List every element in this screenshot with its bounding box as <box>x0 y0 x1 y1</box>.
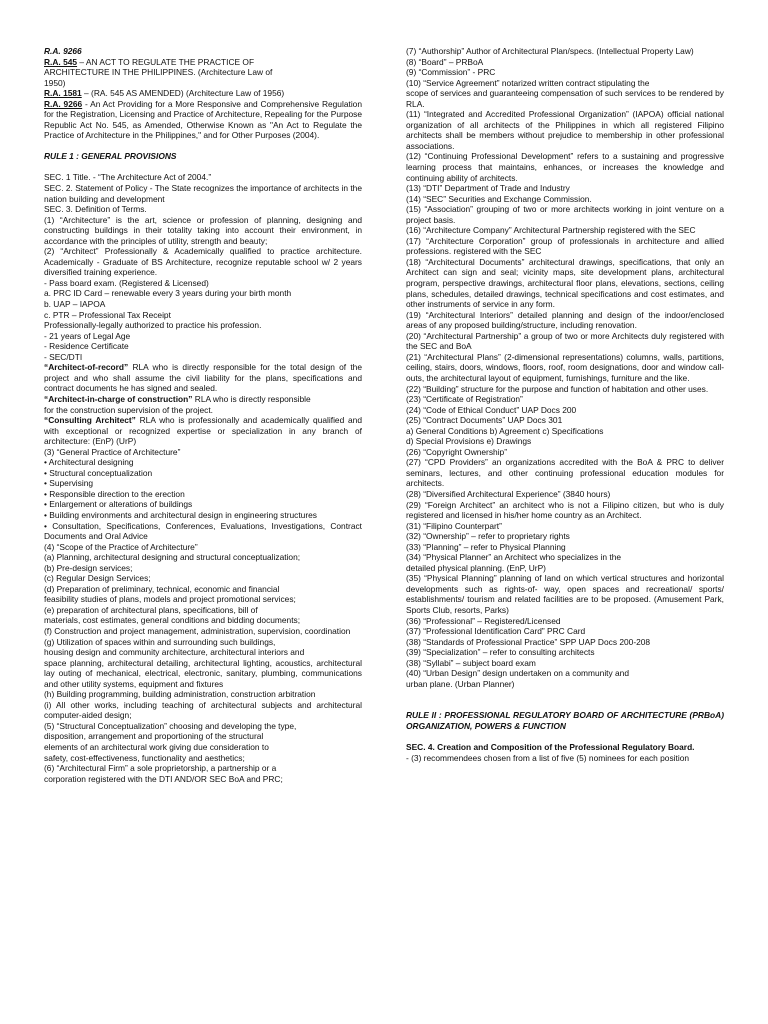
ra1581-entry <box>44 88 362 99</box>
bullet-item: • Enlargement or alterations of buildings <box>44 499 193 510</box>
ra545-text-line3: 1950) <box>44 77 66 88</box>
definition-38: (38) “Standards of Professional Practice” SPP UAP Docs 200-208 <box>406 636 651 647</box>
definition-25-items-b: d) Special Provisions e) Drawings <box>406 436 532 447</box>
bullet-item: • Architectural designing <box>44 457 134 468</box>
bullet-item: • Supervising <box>44 478 94 489</box>
law-title: R.A. 9266 <box>44 46 82 56</box>
aic-text-line2: for the construction supervision of the project. <box>44 404 213 415</box>
ra545-text-line2: ARCHITECTURE IN THE PHILIPPINES. (Architecture Law of <box>44 67 273 78</box>
legal-age: - 21 years of Legal Age <box>44 330 131 341</box>
spacer <box>44 162 362 173</box>
structural-conceptualization-line1: (5) “Structural Conceptualization” choosing and developing the type, <box>44 720 297 731</box>
definition-9: (9) “Commission” - PRC <box>406 67 496 78</box>
scope-g-line2: housing design and community architecture, architectural interiors and <box>44 647 305 658</box>
scope-f: (f) Construction and project management, administration, supervision, coordination <box>44 625 351 636</box>
right-column <box>406 46 724 763</box>
definition-38b: (38) “Syllabi” – subject board exam <box>406 657 536 668</box>
definition-1: (1) “Architecture” is the art, science or profession of planning, designing and constructing buildings in their totality taking into account their environment, in accordance with the principles of utility, strength and beauty; <box>44 214 362 246</box>
ra545-text: – AN ACT TO REGULATE THE PRACTICE OF <box>77 56 255 67</box>
definition-20: (20) “Architectural Partnership” a group of two or more Architects duly registered with the SEC and BoA <box>406 330 724 352</box>
scope-d-line2: feasibility studies of plans, models and project promotional services; <box>44 594 296 605</box>
ca-text: RLA who is professionally and academically qualified and with exceptional or recognized expertise or specialization in any branch of architecture: (EnP) (UrP) <box>44 415 362 447</box>
sec1: SEC. 1 Title. - “The Architecture Act of 2004.” <box>44 172 212 183</box>
sec4-heading: SEC. 4. Creation and Composition of the Professional Regulatory Board. <box>406 741 695 752</box>
aic-text: RLA who is directly responsible <box>192 393 311 404</box>
sec3: SEC. 3. Definition of Terms. <box>44 204 147 215</box>
scope-g-line1: (g) Utilization of spaces within and surrounding such buildings, <box>44 636 276 647</box>
definition-19: (19) “Architectural Interiors” detailed planning and design of the indoor/enclosed areas of any proposed building/structure, including renovation. <box>406 309 724 331</box>
left-column <box>44 46 362 784</box>
general-practice: (3) “General Practice of Architecture” <box>44 446 181 457</box>
definition-37: (37) “Professional Identification Card” PRC Card <box>406 626 586 637</box>
definition-14: (14) “SEC” Securities and Exchange Commission. <box>406 193 592 204</box>
architectural-firm-line2: corporation registered with the DTI AND/OR SEC BoA and PRC; <box>44 773 283 784</box>
sec-dti: - SEC/DTI <box>44 351 83 362</box>
pass-board: - Pass board exam. (Registered & Licensed) <box>44 277 209 288</box>
definition-34-line1: (34) “Physical Planner” an Architect who specializes in the <box>406 552 622 563</box>
rule1-heading: RULE 1 : GENERAL PROVISIONS <box>44 151 177 162</box>
ra9266-label: R.A. 9266 <box>44 98 83 109</box>
definition-13: (13) “DTI” Department of Trade and Industry <box>406 183 570 194</box>
bullet-item: • Responsible direction to the erection <box>44 488 185 499</box>
definition-15: (15) “Association” grouping of two or more architects working in joint venture on a project basis. <box>406 204 724 225</box>
definition-11: (11) “Integrated and Accredited Professional Organization” (IAPOA) official national organization of all architects of the Philippines in which all registered Filipino architects shall be members without prejudice to membership in other professional associations. <box>406 109 724 151</box>
definition-16: (16) “Architecture Company” Architectural Partnership registered with the SEC <box>406 225 696 236</box>
definition-8: (8) “Board” – PRBoA <box>406 56 484 67</box>
aor-label: “Architect-of-record” <box>44 362 129 373</box>
definition-40-line1: (40) “Urban Design” design undertaken on a community and <box>406 668 629 679</box>
definition-22: (22) “Building” structure for the purpose and function of habitation and other uses. <box>406 383 709 394</box>
definition-17: (17) “Architecture Corporation” group of professionals in architecture and allied professions. registered with the SEC <box>406 235 724 257</box>
consulting-architect <box>44 415 362 447</box>
definition-25-items-a: a) General Conditions b) Agreement c) Specifications <box>406 425 604 436</box>
scope-i: (i) All other works, including teaching of architectural subjects and architectural computer-aided design; <box>44 699 362 721</box>
scope-g-line3: space planning, architectural detailing, architectural lighting, acoustics, architectural lay outing of mechanical, electrical, electronic, sanitary, plumbing, communications and other utility systems, equipment and fixtures <box>44 657 362 689</box>
definition-33: (33) “Planning” – refer to Physical Planning <box>406 541 566 552</box>
spacer <box>44 141 362 152</box>
structural-conceptualization-line3: elements of an architectural work giving due consideration to <box>44 742 269 752</box>
definition-27: (27) “CPD Providers” an organizations accredited with the BoA & PRC to deliver seminars, lectures, and other continuing professional education modules for architects. <box>406 457 724 489</box>
ra1581-text: – (RA. 545 AS AMENDED) (Architecture Law of 1956) <box>81 88 285 99</box>
definition-12: (12) “Continuing Professional Development” refers to a sustaining and progressive learning process that maintains, enhances, or increases the knowledge and continuing ability of architects. <box>406 151 724 183</box>
structural-conceptualization-line4: safety, cost-effectiveness, functionality and aesthetics; <box>44 752 245 763</box>
sec2: SEC. 2. Statement of Policy - The State recognizes the importance of architects in the nation building and development <box>44 183 362 204</box>
architect-of-record <box>44 362 362 394</box>
definition-2: (2) “Architect” Professionally & Academically qualified to practice architecture. Academically - Graduate of BS Architecture, recognize reputable school w/ 2 years diversified training experience. <box>44 246 362 278</box>
spacer <box>406 689 724 700</box>
definition-31: (31) “Filipino Counterpart” <box>406 520 502 531</box>
architectural-firm-line1: (6) “Architectural Firm” a sole proprietorship, a partnership or a <box>44 763 277 774</box>
prof-legal: Professionally-legally authorized to practice his profession. <box>44 320 262 331</box>
spacer <box>406 731 724 742</box>
definition-32: (32) “Ownership” – refer to proprietary rights <box>406 531 570 542</box>
ca-label: “Consulting Architect” <box>44 415 136 426</box>
ra545-label: R.A. 545 <box>44 56 78 67</box>
uap-line: b. UAP – IAPOA <box>44 299 106 310</box>
scope-c: (c) Regular Design Services; <box>44 573 151 584</box>
scope-b: (b) Pre-design services; <box>44 562 133 573</box>
bullet-item: • Building environments and architectural design in engineering structures <box>44 509 317 520</box>
definition-7: (7) “Authorship” Author of Architectural Plan/specs. (Intellectual Property Law) <box>406 46 694 56</box>
scope-d-line1: (d) Preparation of preliminary, technical, economic and financial <box>44 583 280 594</box>
definition-25: (25) “Contract Documents” UAP Docs 301 <box>406 415 563 426</box>
definition-34-line2: detailed physical planning. (EnP, UrP) <box>406 562 546 573</box>
aic-label: “Architect-in-charge of construction” <box>44 393 193 404</box>
definition-23: (23) “Certificate of Registration” <box>406 394 523 405</box>
definition-39: (39) “Specialization” – refer to consulting architects <box>406 647 595 658</box>
definition-26: (26) “Copyright Ownership” <box>406 446 507 457</box>
prc-id: a. PRC ID Card – renewable every 3 years during your birth month <box>44 288 292 299</box>
scope-e-line1: (e) preparation of architectural plans, specifications, bill of <box>44 604 258 615</box>
bullet-item: • Structural conceptualization <box>44 467 153 478</box>
definition-10-line2: scope of services and guaranteeing compensation of such services to be rendered by RLA. <box>406 88 724 109</box>
definition-40-line2: urban plane. (Urban Planner) <box>406 678 515 689</box>
scope-heading: (4) “Scope of the Practice of Architecture” <box>44 541 198 552</box>
rule2-heading: RULE II : PROFESSIONAL REGULATORY BOARD OF ARCHITECTURE (PRBoA) ORGANIZATION, POWERS & FUNCTION <box>406 710 724 731</box>
definition-35: (35) “Physical Planning” planning of land on which vertical structures and horizontal developments such as rights-of- way, open spaces and recreational/ sports/ establishments/ tourism and related facilities are to be proposed. (Amusement Park, Sports Club, resorts, Parks) <box>406 573 724 615</box>
scope-e-line2: materials, cost estimates, general conditions and bidding documents; <box>44 615 301 626</box>
scope-a: (a) Planning, architectural designing and structural conceptualization; <box>44 552 301 563</box>
ra9266-text: - An Act Providing for a More Responsive and Comprehensive Regulation for the Registration, Licensing and Practice of Architecture, Repealing for the Purpose Republic Act No. 545, as Amended, Otherwise Known as "An Act to Regulate the Practice of Architecture in the Philippines," and for Other Purposes (2004). <box>44 98 362 141</box>
definition-21: (21) “Architectural Plans” (2-dimensional representations) columns, walls, partitions, ceiling, stairs, doors, windows, floors, roof, room designations, door and window call-outs, the architectural layout of equipment, furnishings, furniture and the like. <box>406 351 724 383</box>
ra545-entry <box>44 57 362 68</box>
scope-h: (h) Building programming, building administration, construction arbitration <box>44 689 316 700</box>
spacer <box>406 700 724 711</box>
bullet-item: • Consultation, Specifications, Conferences, Evaluations, Investigations, Contract Documents and Oral Advice <box>44 520 362 542</box>
residence: - Residence Certificate <box>44 341 129 352</box>
ra9266-entry <box>44 99 362 141</box>
ra1581-label: R.A. 1581 <box>44 88 82 99</box>
sec4-item: - (3) recommendees chosen from a list of five (5) nominees for each position <box>406 752 690 763</box>
definition-10-line1: (10) “Service Agreement” notarized written contract stipulating the <box>406 77 650 88</box>
ptr-line: c. PTR – Professional Tax Receipt <box>44 309 171 320</box>
structural-conceptualization-line2: disposition, arrangement and proportioning of the structural <box>44 731 264 742</box>
definition-29: (29) “Foreign Architect” an architect who is not a Filipino citizen, but who is duly registered and licensed in his/her home country as an Architect. <box>406 499 724 521</box>
definition-24: (24) “Code of Ethical Conduct” UAP Docs 200 <box>406 404 577 415</box>
definition-36: (36) “Professional” – Registered/Licensed <box>406 615 561 626</box>
aor-text: RLA who is directly responsible for the total design of the project and who shall assume the civil liability for the plans, specifications and contract documents he has signed and sealed. <box>44 362 362 394</box>
definition-28: (28) “Diversified Architectural Experience” (3840 hours) <box>406 488 611 499</box>
architect-in-charge <box>44 394 362 405</box>
definition-18: (18) “Architectural Documents” architectural drawings, specifications, that only an Architect can sign and seal; vicinity maps, site development plans, architectural program, perspective drawings, architectural floor plans, elevations, sections, ceiling plans, schedules, detailed drawings, technical specifications and cost estimates, and other instruments of service in any form. <box>406 256 724 310</box>
